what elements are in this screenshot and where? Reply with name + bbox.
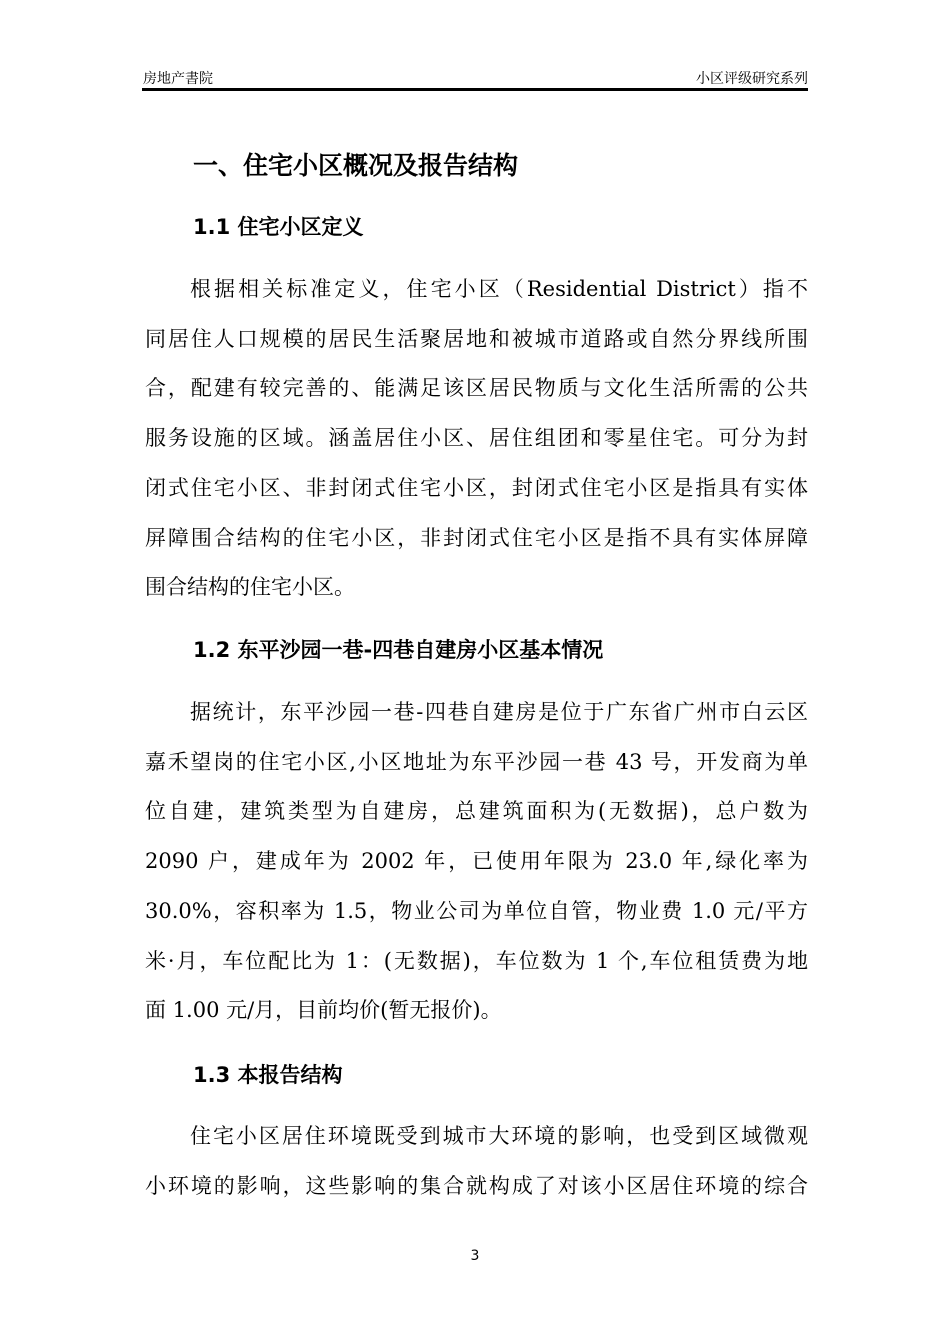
text-line: 同居住人口规模的居民生活聚居地和被城市道路或自然分界线所围: [145, 326, 808, 351]
text-line: 小环境的影响，这些影响的集合就构成了对该小区居住环境的综合: [145, 1173, 808, 1198]
text-line: 合，配建有较完善的、能满足该区居民物质与文化生活所需的公共: [145, 376, 808, 401]
text-line: 住宅小区居住环境既受到城市大环境的影响，也受到区域微观: [190, 1124, 808, 1148]
text-line: 位自建，建筑类型为自建房，总建筑面积为(无数据)，总户数为: [145, 799, 808, 824]
text-line: 屏障围合结构的住宅小区，非封闭式住宅小区是指不具有实体屏障: [145, 525, 808, 550]
text-line: 面 1.00 元/月，目前均价(暂无报价)。: [145, 998, 502, 1023]
text-line: 服务设施的区域。涵盖居住小区、居住组团和零星住宅。可分为封: [145, 426, 808, 451]
section-title: 一、住宅小区概况及报告结构: [193, 151, 519, 180]
text-line: 30.0%，容积率为 1.5，物业公司为单位自管，物业费 1.0 元/平方: [145, 898, 808, 923]
text-line: 根据相关标准定义，住宅小区（Residential District）指不: [190, 277, 808, 301]
text-line: 围合结构的住宅小区。: [145, 575, 355, 600]
header-right: 小区评级研究系列: [696, 71, 808, 87]
heading-1-3: 1.3 本报告结构: [193, 1063, 343, 1087]
header-left: 房地产書院: [143, 71, 213, 87]
text-line: 嘉禾望岗的住宅小区,小区地址为东平沙园一巷 43 号，开发商为单: [145, 749, 808, 774]
text-line: 据统计，东平沙园一巷-四巷自建房是位于广东省广州市白云区: [190, 700, 808, 724]
header-rule: [142, 88, 808, 91]
text-line: 2090 户，建成年为 2002 年，已使用年限为 23.0 年,绿化率为: [145, 849, 808, 874]
text-line: 闭式住宅小区、非封闭式住宅小区，封闭式住宅小区是指具有实体: [145, 475, 808, 500]
heading-1-2: 1.2 东平沙园一巷-四巷自建房小区基本情况: [193, 638, 604, 662]
text-line: 米·月，车位配比为 1：(无数据)，车位数为 1 个,车位租赁费为地: [145, 948, 808, 973]
page-number: 3: [470, 1248, 480, 1264]
heading-1-1: 1.1 住宅小区定义: [193, 215, 364, 239]
